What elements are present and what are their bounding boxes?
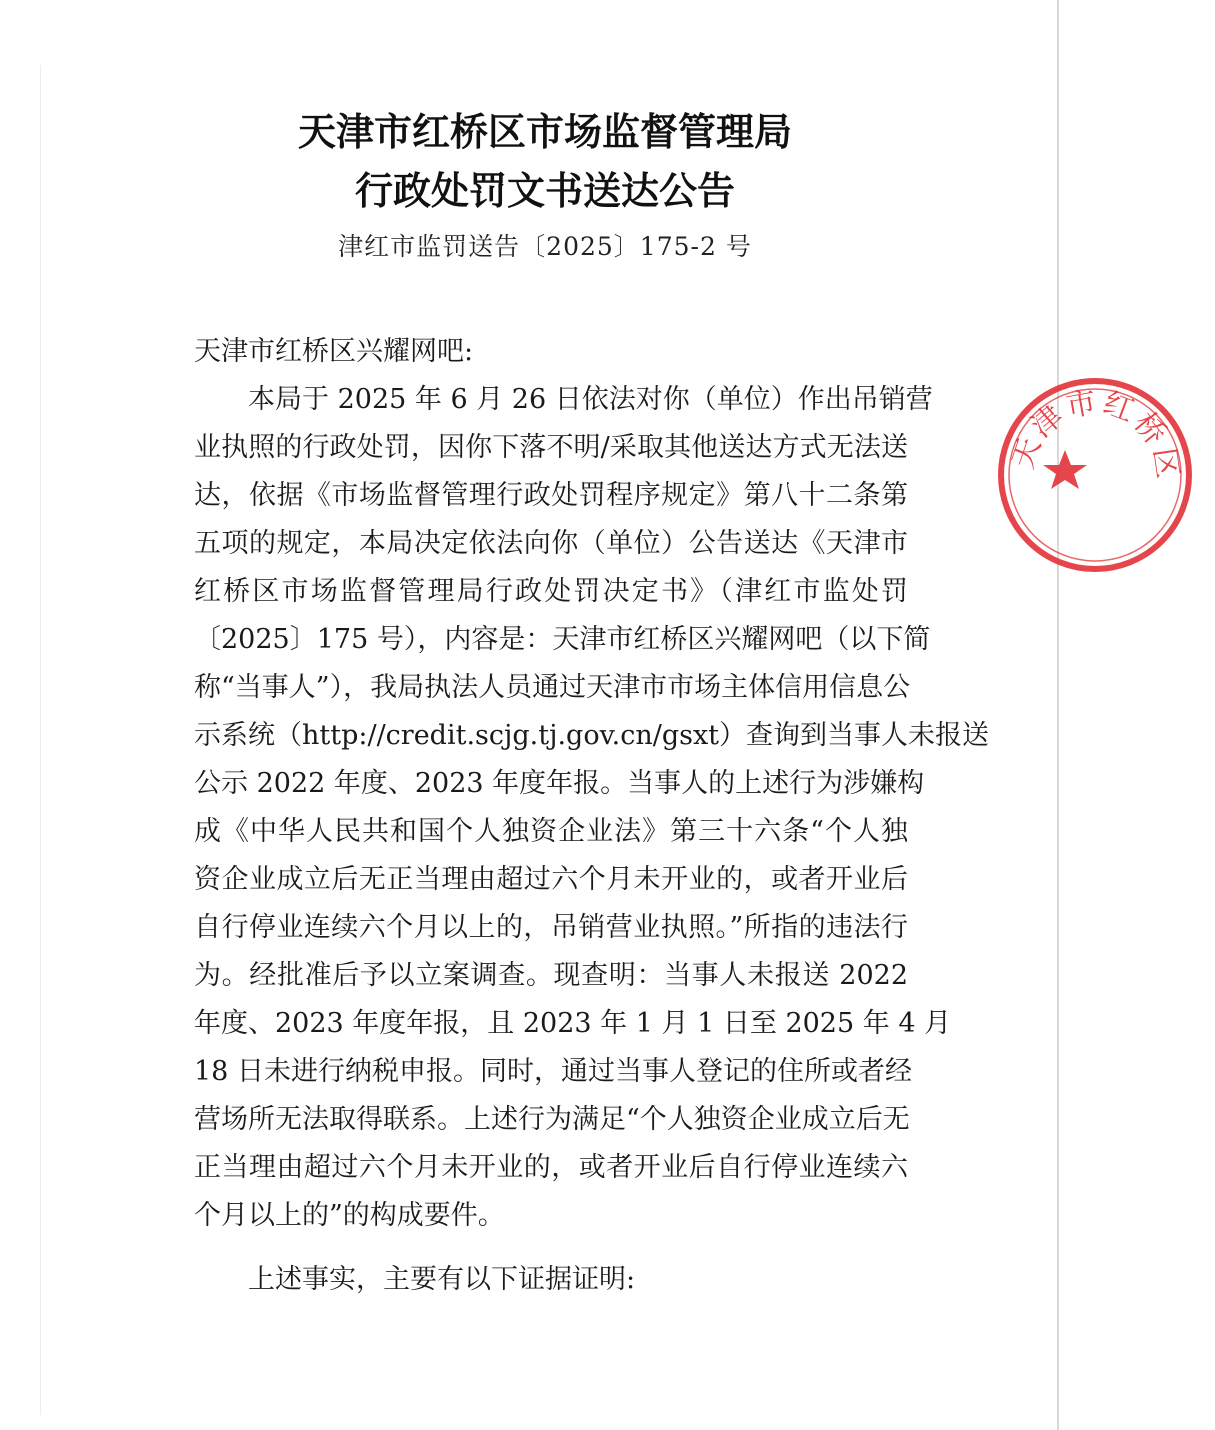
body-line: 个月以上的”的构成要件。: [194, 1200, 505, 1231]
body-line: 自行停业连续六个月以上的，吊销营业执照。”所指的违法行: [194, 912, 908, 943]
body-line: 为。经批准后予以立案调查。现查明：当事人未报送 2022: [194, 960, 908, 991]
recipient-line: 天津市红桥区兴耀网吧:: [194, 336, 474, 367]
body-line: 年度、2023 年度年报，且 2023 年 1 月 1 日至 2025 年 4 月: [194, 1008, 952, 1039]
body-line: 资企业成立后无正当理由超过六个月未开业的，或者开业后: [194, 864, 908, 895]
body-line: 本局于 2025 年 6 月 26 日依法对你（单位）作出吊销营: [248, 384, 933, 415]
body-line: 称“当事人”），我局执法人员通过天津市市场主体信用信息公: [194, 672, 911, 703]
body-line: 公示 2022 年度、2023 年度年报。当事人的上述行为涉嫌构: [194, 768, 925, 799]
body-line: 达，依据《市场监督管理行政处罚程序规定》第八十二条第: [194, 480, 908, 511]
page-left-shadow: [40, 65, 41, 1415]
page-title-line2: 行政处罚文书送达公告: [354, 168, 735, 213]
page-right-edge: [1057, 0, 1059, 1430]
body-line: 正当理由超过六个月未开业的，或者开业后自行停业连续六: [194, 1152, 908, 1183]
body-line: 〔2025〕175 号），内容是：天津市红桥区兴耀网吧（以下简: [194, 624, 931, 655]
body-line: 示系统（http://credit.scjg.tj.gov.cn/gsxt）查询到当事人未报送: [194, 720, 990, 751]
body-line: 成《中华人民共和国个人独资企业法》第三十六条“个人独: [194, 816, 908, 847]
body-line: 业执照的行政处罚，因你下落不明/采取其他送达方式无法送: [194, 432, 908, 463]
body-line: 五项的规定，本局决定依法向你（单位）公告送达《天津市: [194, 528, 908, 559]
body-line: 红桥区市场监督管理局行政处罚决定书》（津红市监处罚: [194, 576, 908, 607]
evidence-intro: 上述事实，主要有以下证据证明:: [248, 1264, 636, 1295]
page-title-line1: 天津市红桥区市场监督管理局: [297, 109, 792, 154]
body-line: 营场所无法取得联系。上述行为满足“个人独资企业成立后无: [194, 1104, 910, 1135]
seal-star-icon: [1043, 450, 1087, 489]
seal-arc-text: 天津市红桥区: [1005, 384, 1186, 484]
body-line: 18 日未进行纳税申报。同时，通过当事人登记的住所或者经: [194, 1056, 912, 1087]
official-seal-stamp: [975, 355, 1215, 595]
document-number: 津红市监罚送告〔2025〕175-2 号: [338, 232, 752, 261]
